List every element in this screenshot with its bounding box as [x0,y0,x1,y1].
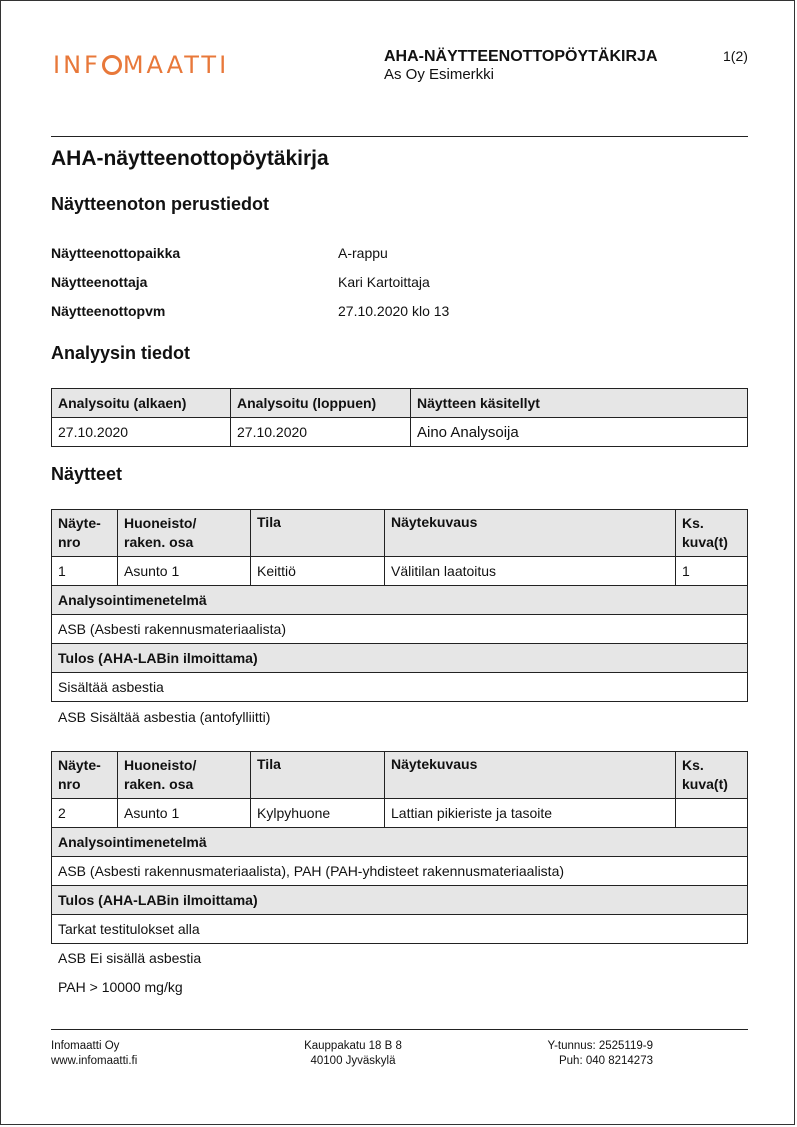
pin-icon [102,55,122,75]
image-ref-header: Ks. kuva(t) [676,510,748,557]
description-header: Näytekuvaus [385,752,676,799]
analysis-end-value: 27.10.2020 [231,418,411,447]
room-header: Tila [251,752,385,799]
handler-value: Aino Analysoija [411,418,748,447]
analysis-start-header: Analysoitu (alkaen) [52,389,231,418]
image-ref-header: Ks. kuva(t) [676,752,748,799]
sample-room: Kylpyhuone [251,799,385,828]
page-number: 1(2) [723,48,748,64]
analysis-heading: Analyysin tiedot [51,343,191,363]
method-value: ASB (Asbesti rakennusmateriaalista) [52,615,748,644]
analysis-end-header: Analysoitu (loppuen) [231,389,411,418]
result-label: Tulos (AHA-LABin ilmoittama) [52,886,748,915]
result-value: Sisältää asbestia [52,673,748,702]
sample-location-label: Näytteenottopaikka [51,245,181,261]
basic-info-heading: Näytteenoton perustiedot [51,194,270,214]
sample-description: Lattian pikieriste ja tasoite [385,799,676,828]
apartment-header: Huoneisto/ raken. osa [118,510,251,557]
sample-table-2 [51,751,748,944]
handler-header: Näytteen käsitellyt [411,389,748,418]
footer-city: 40100 Jyväskylä [310,1055,396,1067]
analysis-table [51,388,748,447]
sample-date-value: 27.10.2020 klo 13 [338,303,450,319]
sample-image-ref [676,799,748,828]
analysis-start-value: 27.10.2020 [52,418,231,447]
sample-room: Keittiö [251,557,385,586]
sample-note: ASB Ei sisällä asbestia [58,950,202,966]
sample-nro: 2 [52,799,118,828]
sample-date-label: Näytteenottopvm [51,303,166,319]
sample-note: PAH > 10000 mg/kg [58,979,183,995]
sampler-value: Kari Kartoittaja [338,274,430,290]
sample-nro: 1 [52,557,118,586]
sample-table-1 [51,509,748,702]
footer-business-id: Y-tunnus: 2525119-9 [547,1040,653,1052]
footer-address-block [299,1039,407,1069]
sample-location-value: A-rappu [338,245,388,261]
sampler-label: Näytteenottaja [51,274,148,290]
header-title: AHA-NÄYTTEENOTTOPÖYTÄKIRJA [384,48,658,65]
sample-description: Välitilan laatoitus [385,557,676,586]
method-label: Analysointimenetelmä [52,828,748,857]
result-value: Tarkat testitulokset alla [52,915,748,944]
sample-apartment: Asunto 1 [118,557,251,586]
header-subtitle: As Oy Esimerkki [384,66,495,83]
footer-phone: Puh: 040 8214273 [558,1055,653,1067]
footer-contact-block [521,1039,653,1069]
method-label: Analysointimenetelmä [52,586,748,615]
method-value: ASB (Asbesti rakennusmateriaalista), PAH (PAH-yhdisteet rakennusmateriaalista) [52,857,748,886]
room-header: Tila [251,510,385,557]
header-divider [51,136,748,137]
description-header: Näytekuvaus [385,510,676,557]
infomaatti-logo: INF MAATTI [53,51,230,79]
footer-divider [51,1029,748,1030]
footer-company-block [51,1039,137,1069]
apartment-header: Huoneisto/ raken. osa [118,752,251,799]
sample-apartment: Asunto 1 [118,799,251,828]
sample-nro-header: Näyte- nro [52,752,118,799]
sample-image-ref: 1 [676,557,748,586]
sample-nro-header: Näyte- nro [52,510,118,557]
sample-note: ASB Sisältää asbestia (antofylliitti) [58,709,271,725]
footer-company: Infomaatti Oy [51,1040,120,1052]
footer-street: Kauppakatu 18 B 8 [304,1040,402,1052]
samples-heading: Näytteet [51,464,123,484]
document-title: AHA-näytteenottopöytäkirja [51,147,329,170]
footer-website: www.infomaatti.fi [51,1055,138,1067]
result-label: Tulos (AHA-LABin ilmoittama) [52,644,748,673]
